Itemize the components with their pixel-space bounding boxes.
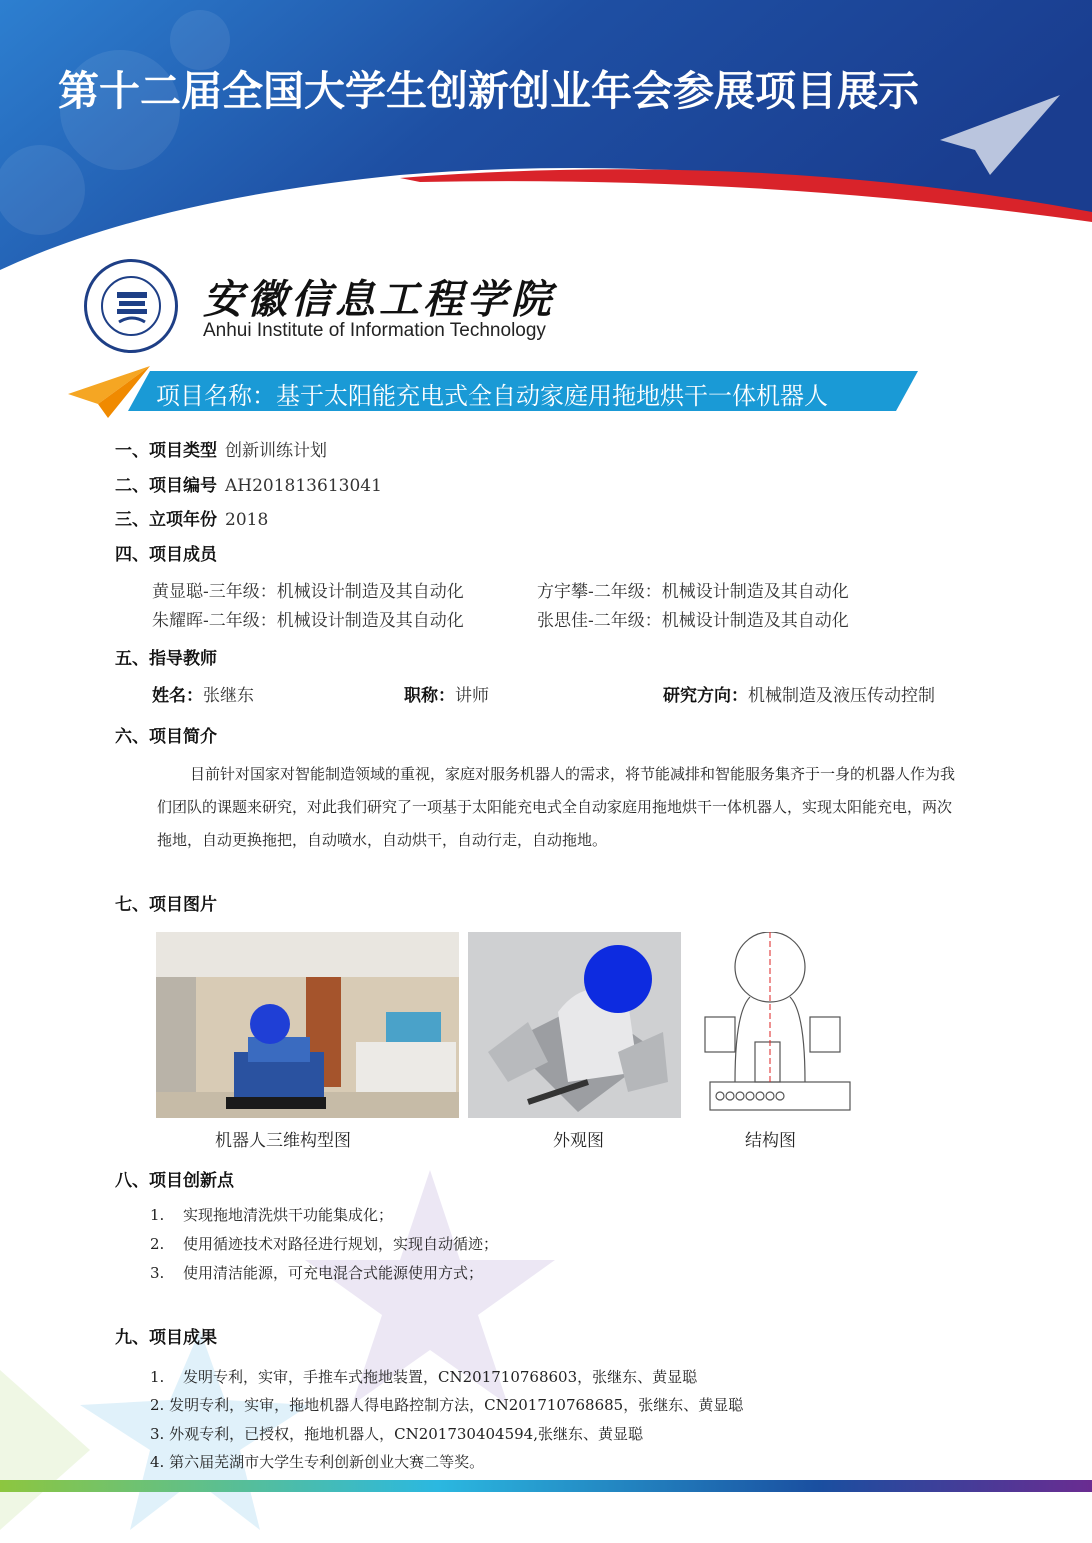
result-item: 2. 发明专利，实审，拖地机器人得电路控制方法，CN201710768685，张继东、黄显聪 [150,1396,744,1414]
innovation-item: 1. 实现拖地清洗烘干功能集成化； [150,1206,394,1224]
results-heading: 九、项目成果 [115,1328,217,1348]
intro-heading: 六、项目简介 [115,727,217,747]
intro-text: 目前针对国家对智能制造领域的重视，家庭对服务机器人的需求，将节能减排和智能服务集齐于一身的机器人作为我们团队的课题来研究，对此我们研究了一项基于太阳能充电式全自动家庭用拖地烘干一体机器人，实现太阳能充电，两次拖地，自动更换拖把，自动喷水，自动烘干，自动行走，自动拖地。 [157,765,956,849]
page-title: 第十二届全国大学生创新创业年会参展项目展示 [58,67,919,115]
advisor-heading: 五、指导教师 [115,649,217,669]
project-title: 项目名称：基于太阳能充电式全自动家庭用拖地烘干一体机器人 [156,382,828,410]
innovation-item: 2. 使用循迹技术对路径进行规划，实现自动循迹； [150,1235,499,1253]
images-heading: 七、项目图片 [115,895,217,915]
advisor-name: 姓名：张继东 [152,686,254,706]
robot-appearance-image [468,932,681,1118]
innovation-item: 3. 使用清洁能源，可充电混合式能源使用方式； [150,1264,484,1282]
footer-stripe [0,1480,1092,1492]
robot-structure-diagram [695,932,860,1118]
advisor-title: 职称：讲师 [404,686,489,706]
school-name-en: Anhui Institute of Information Technology [203,320,546,341]
result-item: 3. 外观专利，已授权，拖地机器人，CN201730404594,张继东、黄显聪 [150,1425,643,1443]
member: 张思佳-二年级：机械设计制造及其自动化 [537,611,849,631]
project-type: 一、项目类型 创新训练计划 [115,441,327,461]
result-item: 4. 第六届芜湖市大学生专利创新创业大赛二等奖。 [150,1453,485,1471]
image-caption: 结构图 [745,1131,796,1151]
header-banner [0,0,1092,280]
members-heading: 四、项目成员 [115,545,217,565]
result-item: 1. 发明专利，实审，手推车式拖地装置，CN201710768603，张继东、黄显聪 [150,1368,698,1386]
member: 朱耀晖-二年级：机械设计制造及其自动化 [152,611,464,631]
robot-3d-render-image [156,932,459,1118]
member: 黄显聪-三年级：机械设计制造及其自动化 [152,582,464,602]
project-number: 二、项目编号 AH201813613041 [115,476,382,496]
school-seal-logo [84,259,178,353]
advisor-field: 研究方向：机械制造及液压传动控制 [663,686,935,706]
member: 方宇攀-二年级：机械设计制造及其自动化 [537,582,849,602]
image-caption: 机器人三维构型图 [215,1131,351,1151]
school-name-cn: 安徽信息工程学院 [203,276,555,323]
project-year: 三、立项年份 2018 [115,510,269,530]
innovation-heading: 八、项目创新点 [115,1171,234,1191]
image-caption: 外观图 [553,1131,604,1151]
